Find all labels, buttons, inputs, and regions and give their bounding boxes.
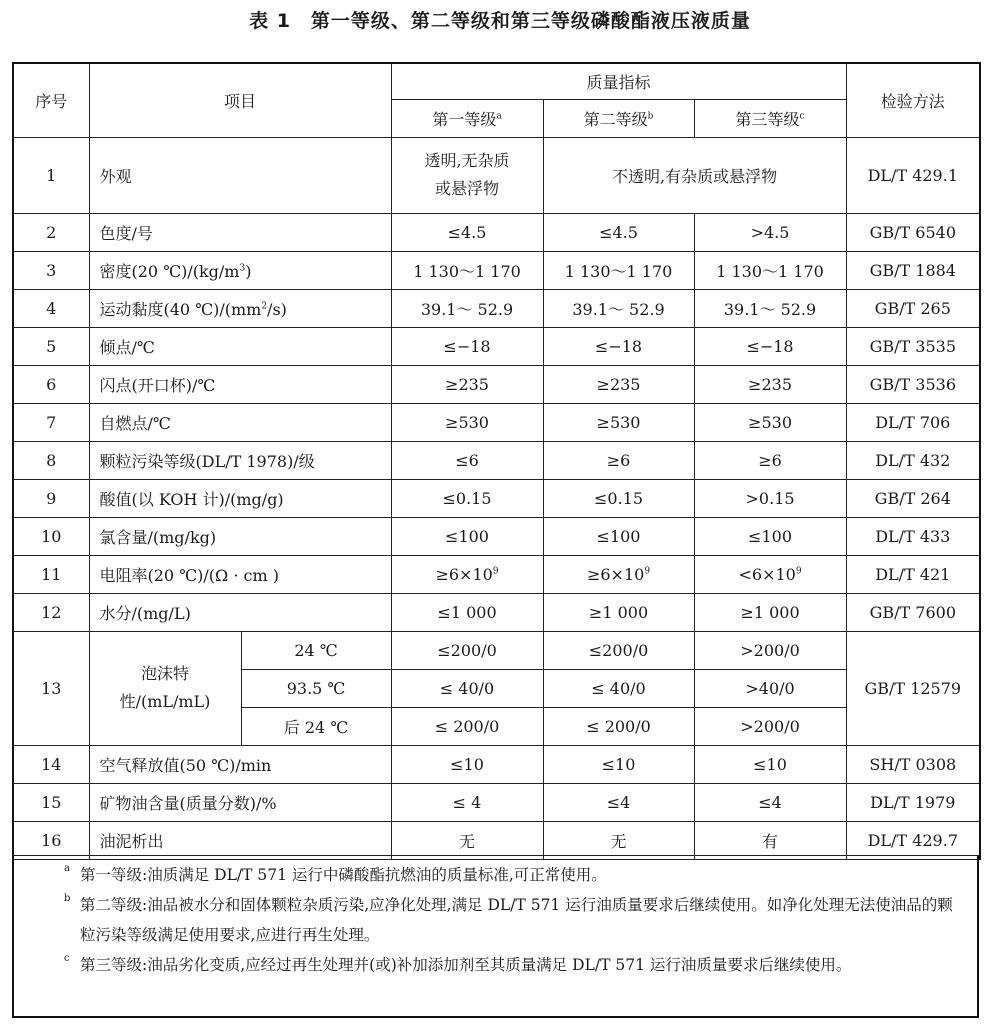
row-method: DL/T 421 [846,555,980,593]
row-g2-text: 1 130～1 170 [564,261,673,281]
row-cond: 后 24 ℃ [241,707,391,745]
row-no: 11 [13,555,89,593]
row-no: 14 [13,745,89,783]
row-item [89,517,391,555]
grade2-label: 第二等级 [583,109,648,129]
row-g1-text: ≤10 [450,754,484,774]
row-method: DL/T 432 [846,441,980,479]
row-g1 [391,479,543,517]
row-g1-text: ≤1 000 [437,602,497,622]
table-row [13,213,980,251]
row-g3 [694,441,846,479]
row-g2-text: ≤100 [596,526,641,546]
row-g1 [391,821,543,859]
row-g3 [694,365,846,403]
table-row [13,631,980,669]
row-item-text: 油泥析出 [99,831,164,851]
row-method: GB/T 265 [846,289,980,327]
row-g1-text: ≥6×10 [435,564,493,584]
row-item [89,403,391,441]
row-g2 [543,251,694,289]
row-item-sup: 2 [261,301,268,312]
row-g3: >200/0 [694,631,846,669]
note-mark: c [64,953,70,964]
header-row [13,63,980,99]
row-g3 [694,479,846,517]
row-item [89,327,391,365]
row-g2 [543,365,694,403]
row-g3-text: >0.15 [745,488,795,508]
row-item-text: 颗粒污染等级(DL/T 1978)/级 [99,451,315,471]
row-item [89,289,391,327]
row-no: 16 [13,821,89,859]
row-item [89,365,391,403]
row-g3-text: ≥530 [748,412,792,432]
row-g3-text: ≤10 [753,754,787,774]
row-g3-text: 1 130～1 170 [716,261,824,281]
row-g1: ≤ 40/0 [391,669,543,707]
row-g23: 不透明,有杂质或悬浮物 [543,137,846,213]
row-g3 [694,555,846,593]
row-g1 [391,555,543,593]
row-item-text: 闪点(开口杯)/℃ [99,375,216,395]
row-g3 [694,517,846,555]
quality-table [12,62,981,860]
row-g3: >200/0 [694,707,846,745]
row-item-tail: /s) [267,299,287,319]
row-g2-text: ≥235 [596,374,641,394]
row-method: GB/T 1884 [846,251,980,289]
row-item [89,251,391,289]
note-c [14,950,977,980]
row-g2-sup: 9 [644,566,651,577]
note-text: 第二等级:油品被水分和固体颗粒杂质污染,应净化处理,满足 DL/T 571 运行油质量要求后继续使用。如净化处理无法使油品的颗粒污染等级满足使用要求,应进行再生处理。 [80,896,953,944]
table-row [13,251,980,289]
table-row [13,403,980,441]
table-notes [12,855,979,1018]
row-no: 7 [13,403,89,441]
row-g1-text: ≤−18 [443,336,491,356]
table-row [13,327,980,365]
row-item [89,213,391,251]
row-item [89,555,391,593]
row-item-text: 色度/号 [99,223,153,243]
row-g2-text: ≤0.15 [594,488,644,508]
row-g3-text: <6×10 [738,564,796,584]
row-g3-text: ≤4 [758,792,782,812]
row-g2 [543,213,694,251]
row-g2: ≤ 200/0 [543,707,694,745]
row-g1 [391,327,543,365]
table-row [13,441,980,479]
row-g3 [694,745,846,783]
table-row [13,821,980,859]
header-method: 检验方法 [846,63,980,137]
row-item [89,745,391,783]
row-item-sup: 3 [239,263,246,274]
row-g1 [391,593,543,631]
row-g3-text: ≥1 000 [740,602,800,622]
row-g2 [543,555,694,593]
row-g3: >40/0 [694,669,846,707]
table-row [13,137,980,213]
table-row [13,745,980,783]
header-grade1 [391,99,543,137]
row-g3 [694,821,846,859]
table-row [13,593,980,631]
table-row [13,783,980,821]
grade3-mark: c [799,111,805,122]
row-g2-text: ≤4.5 [599,222,638,242]
grade2-mark: b [647,111,654,122]
header-no: 序号 [13,63,89,137]
row-g1-text: ≥530 [445,412,489,432]
grade1-mark: a [496,111,502,122]
row-method: GB/T 264 [846,479,980,517]
row-item-text: 矿物油含量(质量分数)/% [99,793,277,813]
row-g2-text: ≤−18 [594,336,643,356]
row-g2 [543,783,694,821]
row-method: DL/T 433 [846,517,980,555]
row-g3-text: ≤100 [748,526,792,546]
row-g2: ≤ 40/0 [543,669,694,707]
header-quality: 质量指标 [391,63,846,99]
row-g3 [694,403,846,441]
header-grade3 [694,99,846,137]
row-g2 [543,441,694,479]
row-item-text: 倾点/℃ [99,337,155,357]
row-g1-text: ≤0.15 [442,488,492,508]
row-no: 9 [13,479,89,517]
row-item [89,593,391,631]
row-g1: ≤200/0 [391,631,543,669]
row-method: SH/T 0308 [846,745,980,783]
row-method: GB/T 3536 [846,365,980,403]
row-g2 [543,289,694,327]
row-g3-text: ≥6 [758,450,782,470]
row-method: DL/T 429.7 [846,821,980,859]
row-item [89,783,391,821]
row-g2-text: ≥1 000 [588,602,649,622]
row-g3-text: ≤−18 [746,336,794,356]
row-g1 [391,251,543,289]
table-row [13,479,980,517]
row-g1-text: ≤ 4 [452,792,482,812]
row-item-tail: ) [245,261,252,281]
row-method: DL/T 429.1 [846,137,980,213]
grade3-label: 第三等级 [735,109,800,129]
table-row [13,289,980,327]
note-mark: b [64,893,71,904]
row-g3 [694,251,846,289]
row-g2 [543,327,694,365]
note-text: 第三等级:油品劣化变质,应经过再生处理并(或)补加添加剂至其质量满足 DL/T 571 运行油质量要求后继续使用。 [80,956,852,974]
row-g3-text: >4.5 [750,222,790,242]
row-g3 [694,593,846,631]
row-no: 13 [13,631,89,745]
row-g2-text: ≤4 [606,792,631,812]
row-g3 [694,213,846,251]
row-g2-text: ≤10 [601,754,636,774]
row-g1-text: ≤4.5 [447,222,487,242]
row-g2 [543,403,694,441]
row-g3 [694,327,846,365]
row-no: 12 [13,593,89,631]
row-g1-text: 1 130～1 170 [413,261,521,281]
row-g1-text: 无 [459,831,476,851]
row-no: 8 [13,441,89,479]
row-g1 [391,289,543,327]
row-g1 [391,745,543,783]
header-grade2 [543,99,694,137]
note-b [14,890,977,950]
table-row [13,365,980,403]
row-g1-text: 39.1～ 52.9 [420,299,514,319]
row-cond: 24 ℃ [241,631,391,669]
row-no: 5 [13,327,89,365]
row-g1 [391,441,543,479]
row-method: GB/T 7600 [846,593,980,631]
row-g1 [391,783,543,821]
row-cond: 93.5 ℃ [241,669,391,707]
row-g1 [391,517,543,555]
row-g2-text: 39.1～ 52.9 [572,299,665,319]
row-g3-sup: 9 [795,566,802,577]
row-g1-text: ≤100 [445,526,489,546]
table-title: 表 1 第一等级、第二等级和第三等级磷酸酯液压液质量 [249,10,751,32]
row-no: 2 [13,213,89,251]
row-item [89,441,391,479]
row-method: GB/T 12579 [846,631,980,745]
row-item: 泡沫特性/(mL/mL) [89,631,241,745]
row-no: 1 [13,137,89,213]
row-g1: ≤ 200/0 [391,707,543,745]
row-g3-text: ≥235 [748,374,792,394]
header-item: 项目 [89,63,391,137]
note-a [14,860,977,890]
table-row [13,517,980,555]
row-method: DL/T 706 [846,403,980,441]
row-item-text: 氯含量/(mg/kg) [99,527,217,547]
row-no: 6 [13,365,89,403]
row-g1: 透明,无杂质或悬浮物 [391,137,543,213]
row-g2 [543,517,694,555]
row-g2 [543,745,694,783]
row-no: 15 [13,783,89,821]
table-row [13,555,980,593]
row-g2 [543,479,694,517]
row-g2-text: ≥6 [606,450,631,470]
row-item-text: 自燃点/℃ [99,413,171,433]
note-text: 第一等级:油质满足 DL/T 571 运行中磷酸酯抗燃油的质量标准,可正常使用。 [80,866,607,884]
row-g2 [543,821,694,859]
row-item: 外观 [89,137,391,213]
row-item-text: 酸值(以 KOH 计)/(mg/g) [99,489,284,509]
row-no: 3 [13,251,89,289]
grade1-label: 第一等级 [432,109,497,129]
row-item-text: 水分/(mg/L) [99,603,191,623]
row-item-text: 空气释放值(50 ℃)/min [99,755,272,775]
row-g2-text: ≥6×10 [586,564,645,584]
note-mark: a [64,863,70,874]
row-g1 [391,213,543,251]
row-g2: ≤200/0 [543,631,694,669]
row-method: DL/T 1979 [846,783,980,821]
row-g2-text: ≥530 [596,412,641,432]
row-item [89,479,391,517]
row-method: GB/T 3535 [846,327,980,365]
row-g3 [694,289,846,327]
row-item [89,821,391,859]
row-g1-text: ≥235 [445,374,489,394]
row-no: 4 [13,289,89,327]
row-method: GB/T 6540 [846,213,980,251]
row-g3-text: 有 [762,831,779,851]
row-g1-sup: 9 [492,566,499,577]
row-g3-text: 39.1～ 52.9 [723,299,817,319]
row-no: 10 [13,517,89,555]
row-g1 [391,365,543,403]
row-g2 [543,593,694,631]
row-item-text: 电阻率(20 ℃)/(Ω · cm ) [99,565,279,585]
row-item-text: 运动黏度(40 ℃)/(mm [99,299,262,319]
row-item-text: 密度(20 ℃)/(kg/m [99,261,240,281]
row-g1 [391,403,543,441]
row-g2-text: 无 [610,831,627,851]
row-g3 [694,783,846,821]
row-g1-text: ≤6 [455,450,479,470]
